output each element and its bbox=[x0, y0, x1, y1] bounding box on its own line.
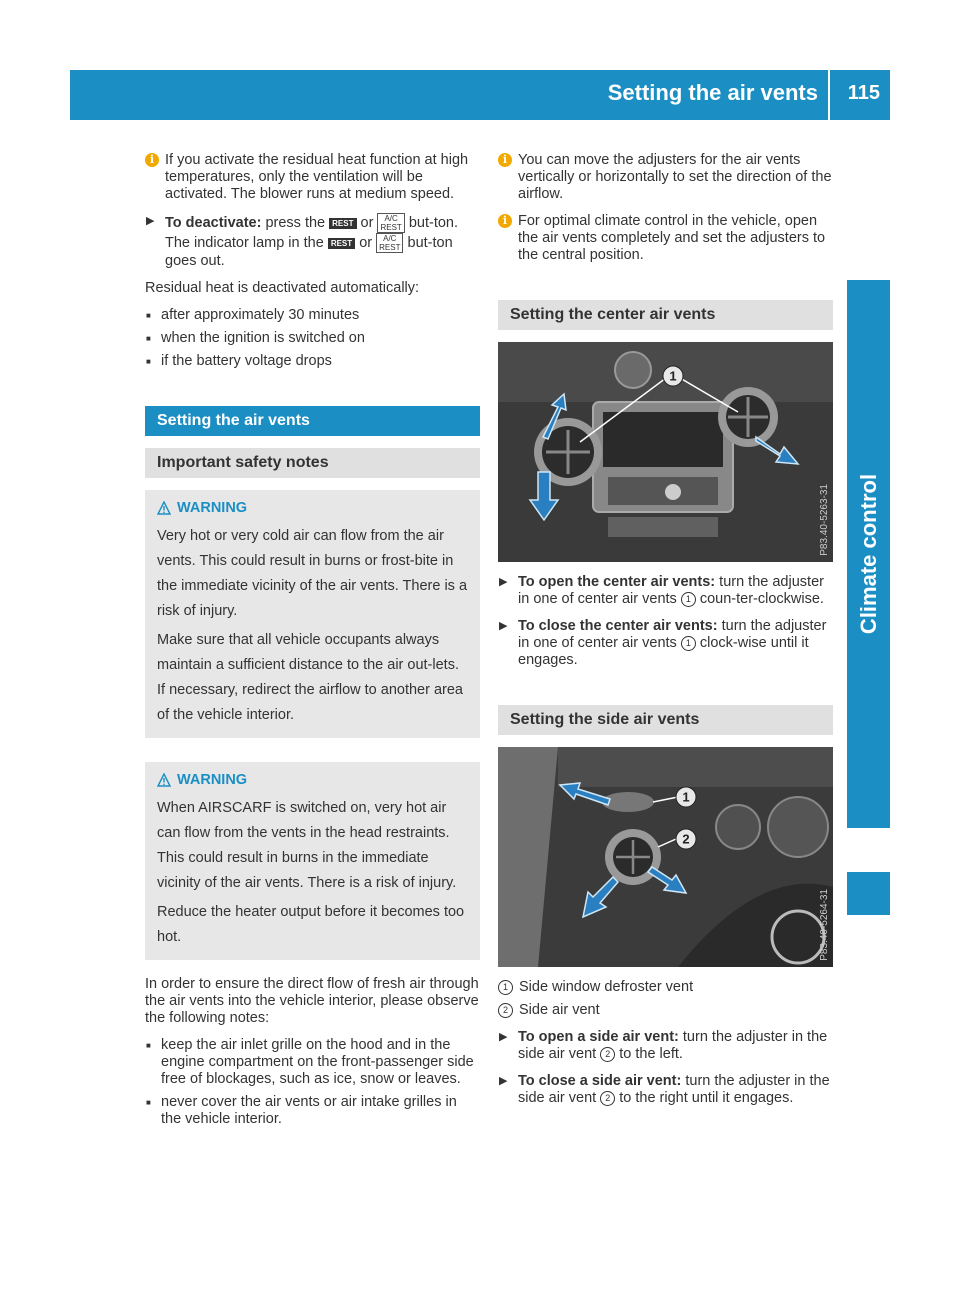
page-header bbox=[70, 70, 890, 120]
figure-center-air-vents bbox=[498, 342, 833, 562]
warning-text: Make sure that all vehicle occupants always maintain a sufficient distance to the air out-lets. If necessary, redirect the airflow to another area of the vehicle interior. bbox=[157, 632, 463, 723]
figure-code: P83.40-5264-31 bbox=[819, 889, 830, 961]
step-deactivate: ▶ To deactivate: press the REST or A/C REST but-ton. The indicator lamp in the REST or A/C REST but-ton goes out. bbox=[145, 213, 480, 270]
callout-ref-1: 1 bbox=[681, 592, 696, 607]
callout-1: 1 bbox=[669, 368, 677, 384]
subsection-heading-center-vents: Setting the center air vents bbox=[498, 300, 833, 330]
info-residual-heat: i If you activate the residual heat function at high temperatures, only the ventilation will be activated. The blower runs at medium speed. bbox=[145, 152, 480, 203]
info-adjusters: i You can move the adjusters for the air vents vertically or horizontally to set the direction of the airflow. bbox=[498, 152, 833, 203]
list-item: ■ when the ignition is switched on bbox=[145, 330, 480, 347]
info-icon: i bbox=[145, 153, 159, 167]
chapter-tab bbox=[847, 280, 890, 828]
ac-rest-button-icon: A/C REST bbox=[376, 233, 403, 253]
fresh-air-text: In order to ensure the direct flow of fresh air through the air vents into the vehicle interior, please observe the following notes: bbox=[145, 976, 479, 1026]
left-column bbox=[145, 152, 480, 1138]
warning-label: WARNING bbox=[177, 772, 248, 788]
info-icon: i bbox=[498, 153, 512, 167]
fresh-air-list bbox=[145, 1037, 480, 1128]
chapter-tab-label: Climate control bbox=[855, 473, 881, 635]
warning-text: Reduce the heater output before it becomes too hot. bbox=[157, 904, 465, 945]
auto-deactivate-text: Residual heat is deactivated automatically: bbox=[145, 280, 420, 296]
step-close-side: ▶ To close a side air vent: turn the adjuster in the side air vent 2 to the right until it engages. bbox=[498, 1073, 833, 1107]
list-item: ■ never cover the air vents or air intake grilles in the vehicle interior. bbox=[145, 1094, 480, 1128]
header-title: Setting the air vents bbox=[607, 80, 818, 105]
center-vents-illustration bbox=[498, 342, 833, 562]
legend-item-2: 2 Side air vent bbox=[498, 1002, 833, 1019]
ac-rest-button-icon: A/C REST bbox=[377, 213, 404, 233]
section-heading-air-vents: Setting the air vents bbox=[145, 406, 480, 436]
chapter-marker bbox=[847, 872, 890, 915]
page-number: 115 bbox=[847, 82, 880, 104]
callout-ref-2: 2 bbox=[600, 1047, 615, 1062]
legend-item-1: 1 Side window defroster vent bbox=[498, 979, 833, 996]
header-divider bbox=[828, 70, 830, 120]
step-close-center: ▶ To close the center air vents: turn the adjuster in one of center air vents 1 clock-wise until it engages. bbox=[498, 618, 833, 669]
step-open-center: ▶ To open the center air vents: turn the adjuster in one of center air vents 1 coun-ter-clockwise. bbox=[498, 574, 833, 608]
warning-box bbox=[145, 490, 480, 738]
warning-label: WARNING bbox=[177, 500, 248, 516]
warning-triangle-icon bbox=[157, 501, 171, 515]
rest-button-icon: REST bbox=[329, 218, 356, 229]
subsection-heading-side-vents: Setting the side air vents bbox=[498, 705, 833, 735]
warning-box bbox=[145, 762, 480, 960]
subsection-heading-safety: Important safety notes bbox=[145, 448, 480, 478]
list-item: ■ if the battery voltage drops bbox=[145, 353, 480, 370]
list-item: ■ keep the air inlet grille on the hood and in the engine compartment on the front-passenger side free of blockages, such as ice, snow or leaves. bbox=[145, 1037, 480, 1088]
callout-ref-2: 2 bbox=[600, 1091, 615, 1106]
side-vents-illustration bbox=[498, 747, 833, 967]
callout-2: 2 bbox=[682, 831, 690, 847]
rest-button-icon: REST bbox=[328, 238, 355, 249]
figure-side-air-vents bbox=[498, 747, 833, 967]
info-climate-control: i For optimal climate control in the vehicle, open the air vents completely and set the adjusters to the central position. bbox=[498, 213, 833, 264]
warning-text: When AIRSCARF is switched on, very hot air can flow from the vents in the head restraints. This could result in burns in the immediate vicinity of the air vents. There is a risk of injury. bbox=[157, 800, 457, 891]
info-icon: i bbox=[498, 214, 512, 228]
list-item: ■ after approximately 30 minutes bbox=[145, 307, 480, 324]
warning-triangle-icon bbox=[157, 773, 171, 787]
callout-1: 1 bbox=[682, 789, 690, 805]
right-column bbox=[498, 152, 833, 1117]
auto-deactivate-list bbox=[145, 307, 480, 370]
figure-code: P83.40-5263-31 bbox=[819, 484, 830, 556]
callout-ref-1: 1 bbox=[681, 636, 696, 651]
warning-text: Very hot or very cold air can flow from the air vents. This could result in burns or frost-bite in the immediate vicinity of the air vents. There is a risk of injury. bbox=[157, 528, 468, 619]
step-open-side: ▶ To open a side air vent: turn the adjuster in the side air vent 2 to the left. bbox=[498, 1029, 833, 1063]
